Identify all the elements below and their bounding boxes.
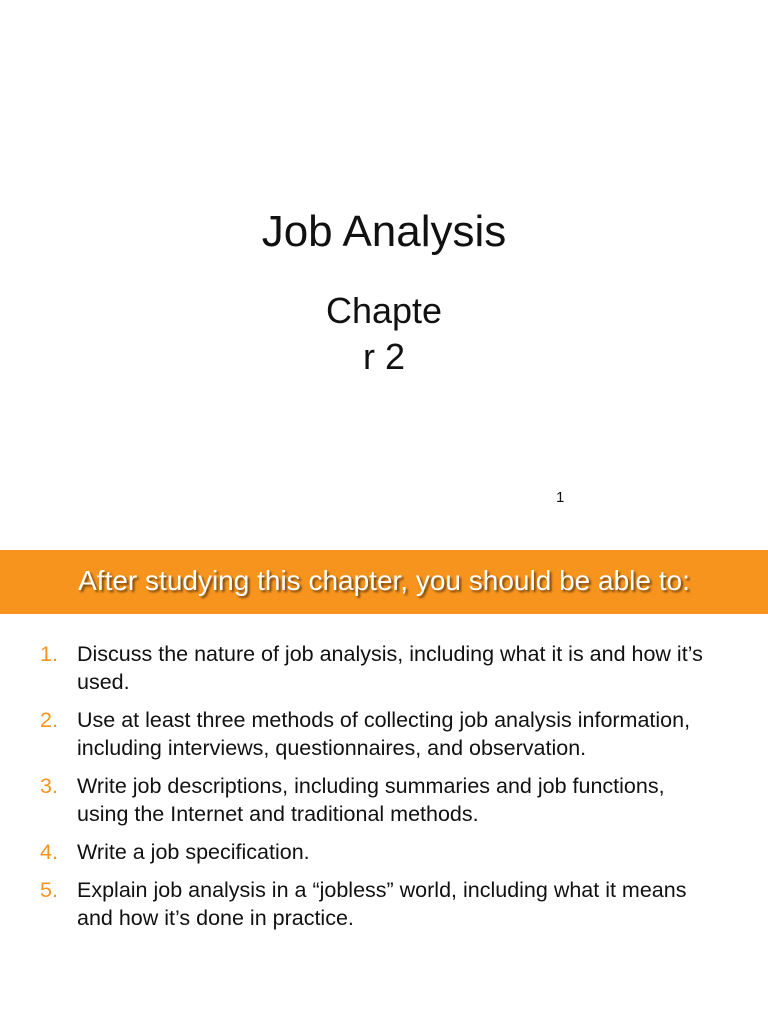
objective-number: 2. — [40, 708, 58, 732]
subtitle-line-2: r 2 — [362, 336, 405, 377]
slide-subtitle — [0, 288, 768, 380]
objectives-banner — [0, 550, 768, 614]
objectives-list — [0, 640, 768, 942]
objective-item — [0, 640, 768, 696]
objective-number: 3. — [40, 774, 58, 798]
objective-text: Discuss the nature of job analysis, including what it is and how it’s used. — [77, 642, 703, 694]
objective-item — [0, 876, 768, 932]
objectives-slide — [0, 548, 768, 1024]
objective-number: 1. — [40, 642, 58, 666]
objective-text: Write a job specification. — [77, 840, 310, 864]
objective-text: Explain job analysis in a “jobless” world, including what it means and how it’s done in practice. — [77, 878, 687, 930]
objectives-heading: After studying this chapter, you should be able to: — [78, 565, 690, 596]
objective-item — [0, 772, 768, 828]
objective-number: 5. — [40, 878, 58, 902]
slide-title: Job Analysis — [261, 207, 507, 256]
slide-number: 1 — [556, 489, 565, 506]
objective-text: Write job descriptions, including summaries and job functions, using the Internet and traditional methods. — [77, 774, 665, 826]
objective-text: Use at least three methods of collecting job analysis information, including interviews, questionnaires, and observation. — [77, 708, 691, 760]
subtitle-line-1: Chapte — [325, 290, 443, 331]
objective-number: 4. — [40, 840, 58, 864]
objective-item — [0, 838, 768, 866]
objective-item — [0, 706, 768, 762]
